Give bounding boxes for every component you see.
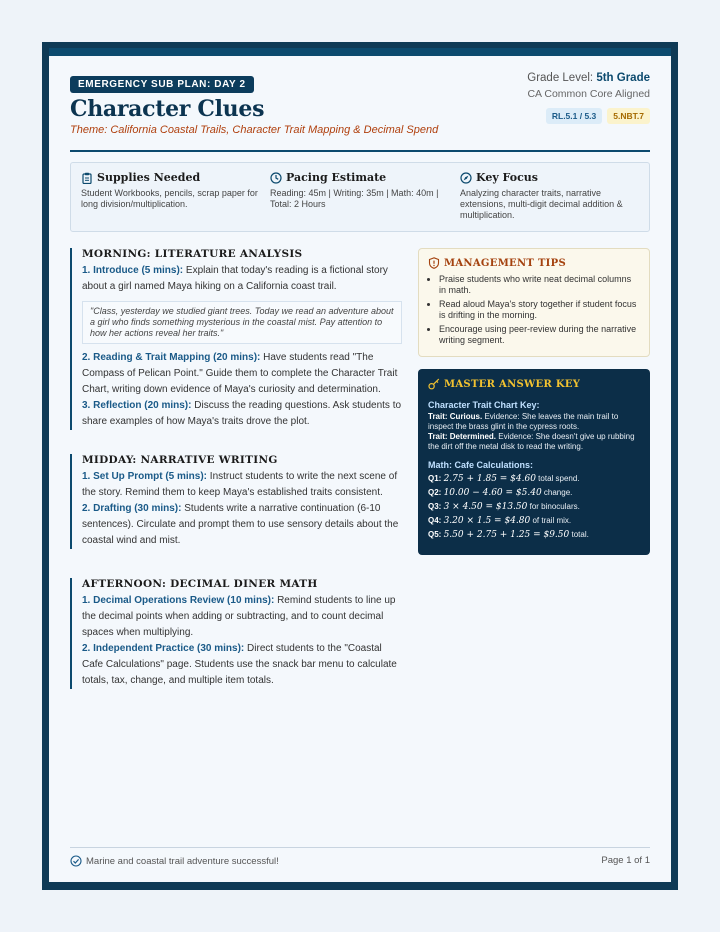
theme-line: Theme: California Coastal Trails, Character Trait Mapping & Decimal Spend: [70, 124, 439, 136]
overview-box: [70, 162, 650, 232]
math-answer: [428, 528, 640, 542]
morning-step-3-label: 3. Reflection (20 mins):: [82, 400, 192, 411]
clock-icon: [270, 172, 282, 184]
morning-section: [70, 248, 402, 430]
math-answer-note: change.: [541, 488, 573, 497]
morning-step-1-text: Explain that today's reading is a fictional story about a girl named Maya hiking on a California coast trail.: [82, 265, 388, 292]
trait-key-label: Trait: Determined.: [428, 432, 497, 441]
afternoon-section: [70, 578, 402, 689]
midday-step-2: [82, 501, 402, 549]
math-answer-q: Q3:: [428, 502, 442, 511]
management-tips-list: [428, 274, 640, 346]
midday-section: [70, 454, 402, 549]
supplies-heading: [81, 171, 261, 184]
focus-column: [460, 171, 642, 221]
afternoon-step-1: [82, 593, 402, 641]
grade-value: 5th Grade: [596, 72, 650, 84]
trait-key-item: [428, 432, 640, 452]
page-title: Character Clues: [70, 96, 265, 122]
lesson-plan-page: [49, 48, 671, 882]
answer-key-title: MASTER ANSWER KEY: [444, 378, 581, 390]
math-answer-equation: 3.20 × 1.5 = $4.80: [443, 516, 531, 526]
supplies-text: Student Workbooks, pencils, scrap paper for long division/multiplication.: [81, 188, 258, 209]
focus-text: Analyzing character traits, narrative extensions, multi-digit decimal addition & multiplication.: [460, 188, 623, 220]
clipboard-icon: [81, 172, 93, 184]
trait-key-heading: Character Trait Chart Key:: [428, 400, 540, 410]
focus-title: Key Focus: [476, 171, 538, 184]
math-answer-q: Q2:: [428, 488, 442, 497]
sub-plan-badge: EMERGENCY SUB PLAN: DAY 2: [70, 76, 254, 93]
footer-divider: [70, 847, 650, 848]
trait-key-item: [428, 412, 640, 432]
management-tip: • Encourage using peer-review during the narrative writing segment.: [439, 324, 640, 346]
page-number: Page 1 of 1: [601, 855, 650, 866]
pacing-text: Reading: 45m | Writing: 35m | Math: 40m | Total: 2 Hours: [270, 188, 439, 209]
footer-message-row: [70, 855, 279, 867]
pacing-title: Pacing Estimate: [286, 171, 387, 184]
midday-step-1-text: Instruct students to write the next scene of the story. Remind them to keep Maya's established traits consistent.: [82, 471, 398, 498]
math-key-heading: Math: Cafe Calculations:: [428, 460, 534, 470]
answer-key-box: [418, 369, 650, 555]
standard-tag-ela: RL.5.1 / 5.3: [546, 108, 602, 124]
management-tip: • Read aloud Maya's story together if student focus is drifting in the morning.: [439, 299, 640, 321]
shield-alert-icon: [428, 257, 440, 269]
midday-step-2-text: Students write a narrative continuation (6-10 sentences). Circulate and prompt them to use sensory details about the coastal wind and mist.: [82, 503, 399, 546]
standard-tag-math: 5.NBT.7: [607, 108, 650, 124]
trait-key-label: Trait: Curious.: [428, 412, 483, 421]
math-answer-note: of trail mix.: [530, 516, 572, 525]
management-tip: • Praise students who write neat decimal columns in math.: [439, 274, 640, 296]
afternoon-heading: AFTERNOON: DECIMAL DINER MATH: [82, 578, 318, 590]
teacher-script-quote: "Class, yesterday we studied giant trees. Today we read an adventure about a girl who finds something mysterious in the coastal mist. Pay attention to how her actions reveal her traits.": [82, 301, 402, 344]
management-tips-box: [418, 248, 650, 357]
compass-icon: [460, 172, 472, 184]
math-answer-note: for binoculars.: [527, 502, 580, 511]
grade-label: Grade Level:: [527, 72, 594, 84]
focus-heading: [460, 171, 642, 184]
math-answer-equation: 10.00 − 4.60 = $5.40: [443, 488, 542, 498]
pacing-heading: [270, 171, 452, 184]
grade-level: [527, 72, 650, 84]
morning-step-1: [82, 263, 402, 295]
management-heading: [428, 257, 640, 269]
morning-step-2-label: 2. Reading & Trait Mapping (20 mins):: [82, 352, 261, 363]
header-divider: [70, 150, 650, 152]
afternoon-step-2-text: Direct students to the "Coastal Cafe Calculations" page. Students use the snack bar menu to calculate totals, tax, change, and multiple item totals.: [82, 643, 397, 686]
math-answer-equation: 2.75 + 1.85 = $4.60: [443, 474, 536, 484]
morning-step-2: [82, 350, 402, 398]
midday-step-1: [82, 469, 402, 501]
afternoon-step-2: [82, 641, 402, 689]
midday-step-2-label: 2. Drafting (30 mins):: [82, 503, 182, 514]
math-answer: [428, 514, 640, 528]
math-answer: [428, 472, 640, 486]
morning-step-3-text: Discuss the reading questions. Ask students to share examples of how Maya's traits drove the plot.: [82, 400, 402, 427]
midday-heading: MIDDAY: NARRATIVE WRITING: [82, 454, 278, 466]
afternoon-step-2-label: 2. Independent Practice (30 mins):: [82, 643, 245, 654]
math-answer-q: Q1:: [428, 474, 442, 483]
math-answer-equation: 5.50 + 2.75 + 1.25 = $9.50: [443, 530, 570, 540]
morning-step-1-label: 1. Introduce (5 mins):: [82, 265, 184, 276]
supplies-column: [81, 171, 261, 210]
management-title: MANAGEMENT TIPS: [444, 257, 567, 269]
math-answer-note: total spend.: [535, 474, 580, 483]
math-answer-note: total.: [569, 530, 589, 539]
math-answer-q: Q5:: [428, 530, 442, 539]
trait-key-evidence: Evidence: She leaves the main trail to inspect the brass glint in the cypress roots.: [428, 412, 619, 431]
math-answer-q: Q4:: [428, 516, 442, 525]
midday-step-1-label: 1. Set Up Prompt (5 mins):: [82, 471, 208, 482]
morning-step-2-text: Have students read "The Compass of Pelican Point." Guide them to complete the Character Trait Chart, writing down evidence of Maya's curiosity and determination.: [82, 352, 398, 395]
afternoon-step-1-label: 1. Decimal Operations Review (10 mins):: [82, 595, 275, 606]
math-answer: [428, 486, 640, 500]
morning-step-3: [82, 398, 402, 430]
afternoon-step-1-text: Remind students to line up the decimal points when adding or subtracting, and to count decimal spaces when multiplying.: [82, 595, 396, 638]
standards-tags: [546, 108, 650, 124]
footer-message: Marine and coastal trail adventure successful!: [86, 855, 279, 867]
answer-key-heading: [428, 378, 640, 390]
math-answer: [428, 500, 640, 514]
key-icon: [428, 378, 440, 390]
pacing-column: [270, 171, 452, 210]
morning-heading: MORNING: LITERATURE ANALYSIS: [82, 248, 303, 260]
supplies-title: Supplies Needed: [97, 171, 201, 184]
alignment-note: CA Common Core Aligned: [527, 88, 650, 100]
check-circle-icon: [70, 855, 82, 867]
math-answer-equation: 3 × 4.50 = $13.50: [443, 502, 528, 512]
trait-key-evidence: Evidence: She doesn't give up rubbing the dirt off the metal disk to read the writing.: [428, 432, 635, 451]
